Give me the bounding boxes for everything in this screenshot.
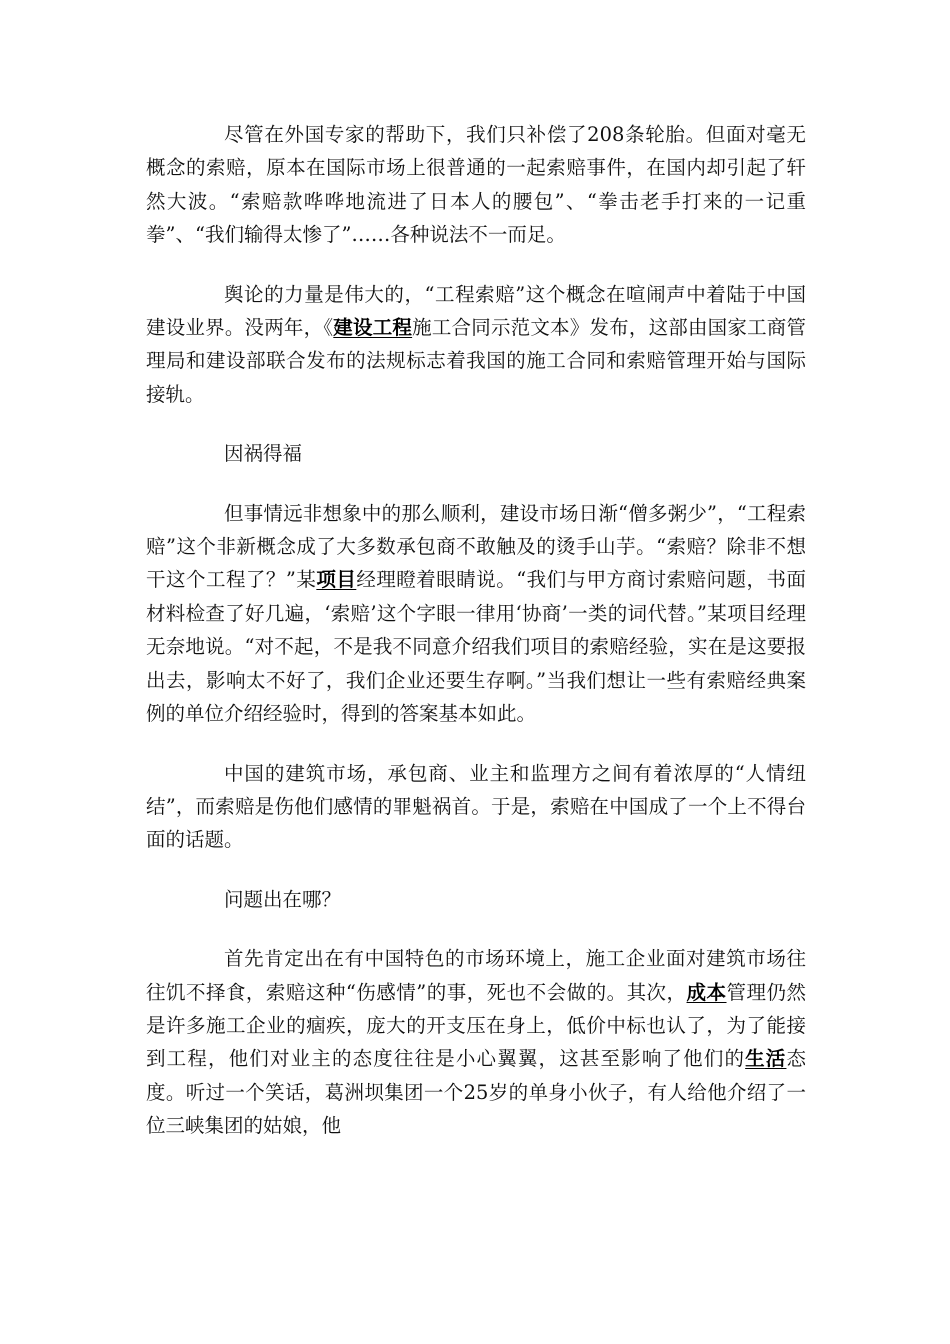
paragraph-text: 经理瞪着眼睛说。“我们与甲方商讨索赔问题，书面材料检查了好几遍，‘索赔’这个字眼一律用‘协商’一类的词代替。”某项目经理无奈地说。“对不起，不是我不同意介绍我们项目的索赔经验，实在是这要报出去，影响太不好了，我们企业还要生存啊。”当我们想让一些有索赔经典案例的单位介绍经验时，得到的答案基本如此。 — [146, 568, 806, 726]
paragraph-4 — [146, 757, 806, 857]
paragraph-text: 舆论的力量是伟大的，“工程索赔”这个概念在喧闹声中着陆于中国建设业界。没两年，《 — [146, 282, 806, 340]
paragraph-text: 管理仍然是许多施工企业的痼疾，庞大的开支压在身上，低价中标也认了，为了能接到工程，他们对业主的态度往往是小心翼翼，这甚至影响了他们的 — [146, 980, 806, 1071]
link-construction-engineering[interactable]: 建设工程 — [333, 316, 413, 340]
paragraph-3 — [146, 497, 806, 731]
paragraph-1 — [146, 118, 806, 252]
paragraph-text: 施工合同示范文本》发布，这部由国家工商管理局和建设部联合发布的法规标志着我国的施工合同和索赔管理开始与国际接轨。 — [146, 316, 806, 406]
paragraph-text: 首先肯定出在有中国特色的市场环境上，施工企业面对建筑市场往往饥不择食，索赔这种“伤感情”的事，死也不会做的。其次， — [146, 947, 806, 1004]
link-life[interactable]: 生活 — [745, 1047, 787, 1071]
heading-text: 因祸得福 — [224, 442, 303, 466]
link-project[interactable]: 项目 — [316, 568, 357, 592]
paragraph-text: 但事情远非想象中的那么顺利，建设市场日渐“僧多粥少”，“工程索赔”这个非新概念成了大多数承包商不敢触及的烫手山芋。“索赔？除非不想干这个工程了？”某 — [146, 501, 806, 592]
heading-text: 问题出在哪？ — [224, 887, 342, 911]
paragraph-2 — [146, 278, 806, 412]
section-heading-problem — [146, 883, 806, 916]
link-cost[interactable]: 成本 — [686, 980, 727, 1004]
paragraph-text: 中国的建筑市场，承包商、业主和监理方之间有着浓厚的“人情纽结”，而索赔是伤他们感情的罪魁祸首。于是，索赔在中国成了一个上不得台面的话题。 — [146, 761, 806, 852]
document-body — [146, 118, 806, 1169]
paragraph-text: 态度。听过一个笑话，葛洲坝集团一个25岁的单身小伙子，有人给他介绍了一位三峡集团的姑娘，他 — [146, 1047, 806, 1138]
paragraph-5 — [146, 942, 806, 1142]
paragraph-text: 尽管在外国专家的帮助下，我们只补偿了208条轮胎。但面对毫无概念的索赔，原本在国际市场上很普通的一起索赔事件，在国内却引起了轩然大波。“索赔款哗哗地流进了日本人的腰包”、“拳击老手打来的一记重拳”、“我们输得太惨了”……各种说法不一而足。 — [146, 123, 806, 247]
section-heading-blessing — [146, 437, 806, 470]
